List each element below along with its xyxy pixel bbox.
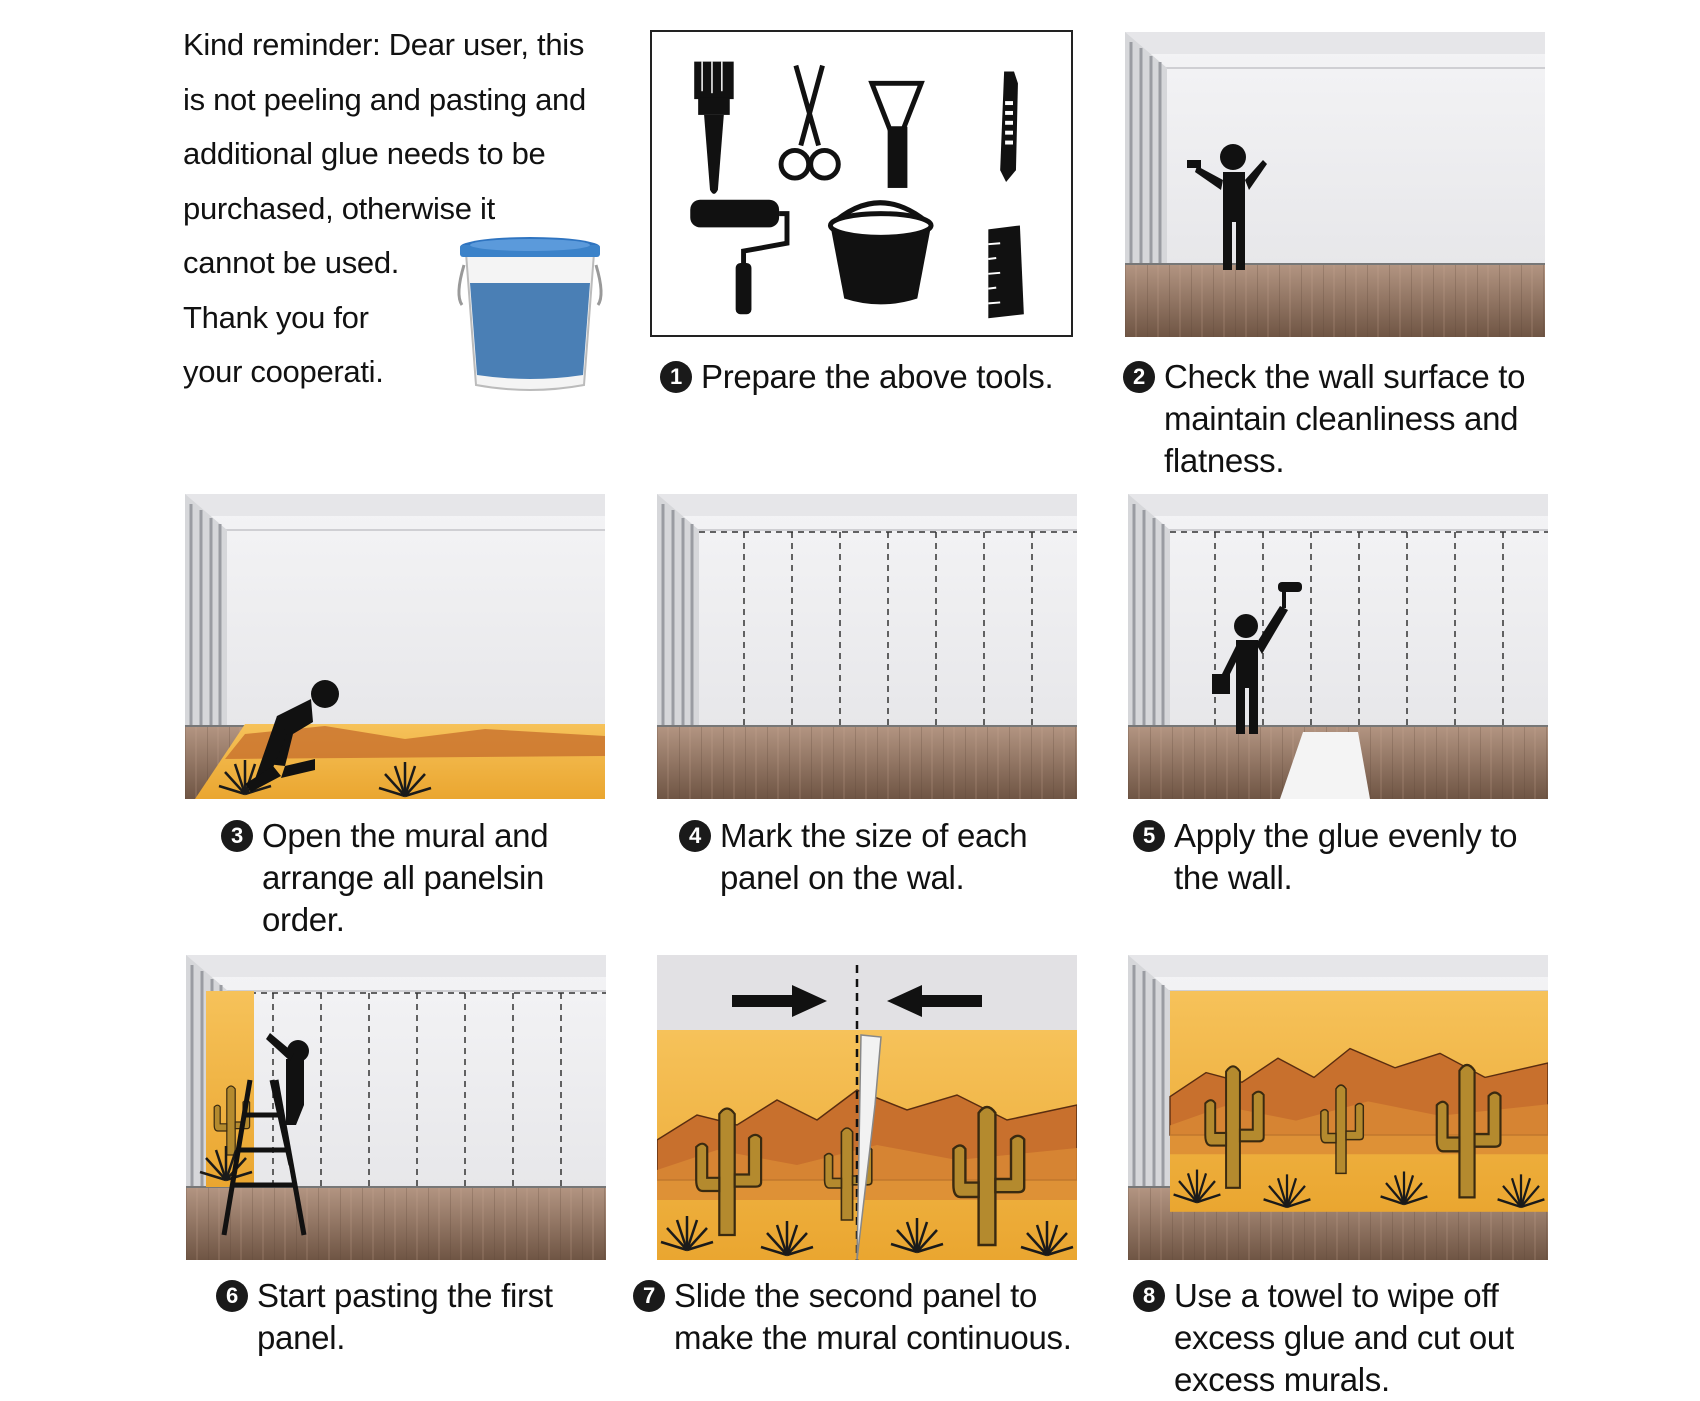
step-3-caption (221, 815, 548, 941)
step-number-badge: 1 (660, 361, 692, 393)
step-number-badge: 5 (1133, 820, 1165, 852)
utility-knife-icon (1000, 71, 1018, 182)
scissors-icon (781, 66, 838, 179)
step-number-badge: 2 (1123, 361, 1155, 393)
paint-brush-icon (694, 62, 733, 194)
step-5-caption (1133, 815, 1517, 899)
reminder-line: additional glue needs to be (183, 136, 546, 171)
ruler-icon (988, 225, 1024, 318)
step-text: Slide the second panel to make the mural continuous. (674, 1277, 1072, 1356)
reminder-line: Kind reminder: Dear user, this (183, 27, 585, 62)
step-text: Open the mural and arrange all panelsin order. (262, 817, 549, 938)
step-8-image (1128, 955, 1548, 1260)
step-number-badge: 3 (221, 820, 253, 852)
reminder-line: your cooperati. (183, 354, 384, 389)
step-number-badge: 7 (633, 1280, 665, 1312)
step-number-badge: 6 (216, 1280, 248, 1312)
reminder-line: purchased, otherwise it (183, 190, 495, 226)
scraper-icon (872, 83, 921, 188)
step-7-image (657, 955, 1077, 1260)
step-5-image (1128, 494, 1548, 799)
tools-panel (650, 30, 1073, 337)
step-8-caption (1133, 1275, 1514, 1401)
step-number-badge: 8 (1133, 1280, 1165, 1312)
step-4-caption (679, 815, 1027, 899)
reminder-line: Thank you for (183, 299, 369, 335)
step-2-caption (1123, 356, 1525, 482)
step-6-caption (216, 1275, 553, 1359)
step-text: Start pasting the first panel. (257, 1277, 553, 1356)
step-text: Apply the glue evenly to the wall. (1174, 817, 1518, 896)
step-text: Check the wall surface to maintain cleanliness and flatness. (1164, 358, 1526, 479)
bucket-icon (830, 203, 931, 305)
reminder-line: cannot be used. (183, 245, 400, 280)
step-number-badge: 4 (679, 820, 711, 852)
step-4-image (657, 494, 1077, 799)
glue-bucket-icon (450, 225, 610, 395)
paint-roller-icon (690, 200, 787, 314)
step-7-caption (633, 1275, 1072, 1359)
step-text: Prepare the above tools. (701, 358, 1054, 395)
step-6-image (186, 955, 606, 1260)
step-2-image (1125, 32, 1545, 337)
reminder-line: is not peeling and pasting and (183, 81, 586, 117)
step-text: Mark the size of each panel on the wal. (720, 817, 1028, 896)
step-3-image (185, 494, 605, 799)
step-1-caption (660, 356, 1053, 398)
step-text: Use a towel to wipe off excess glue and cut out excess murals. (1174, 1277, 1514, 1398)
